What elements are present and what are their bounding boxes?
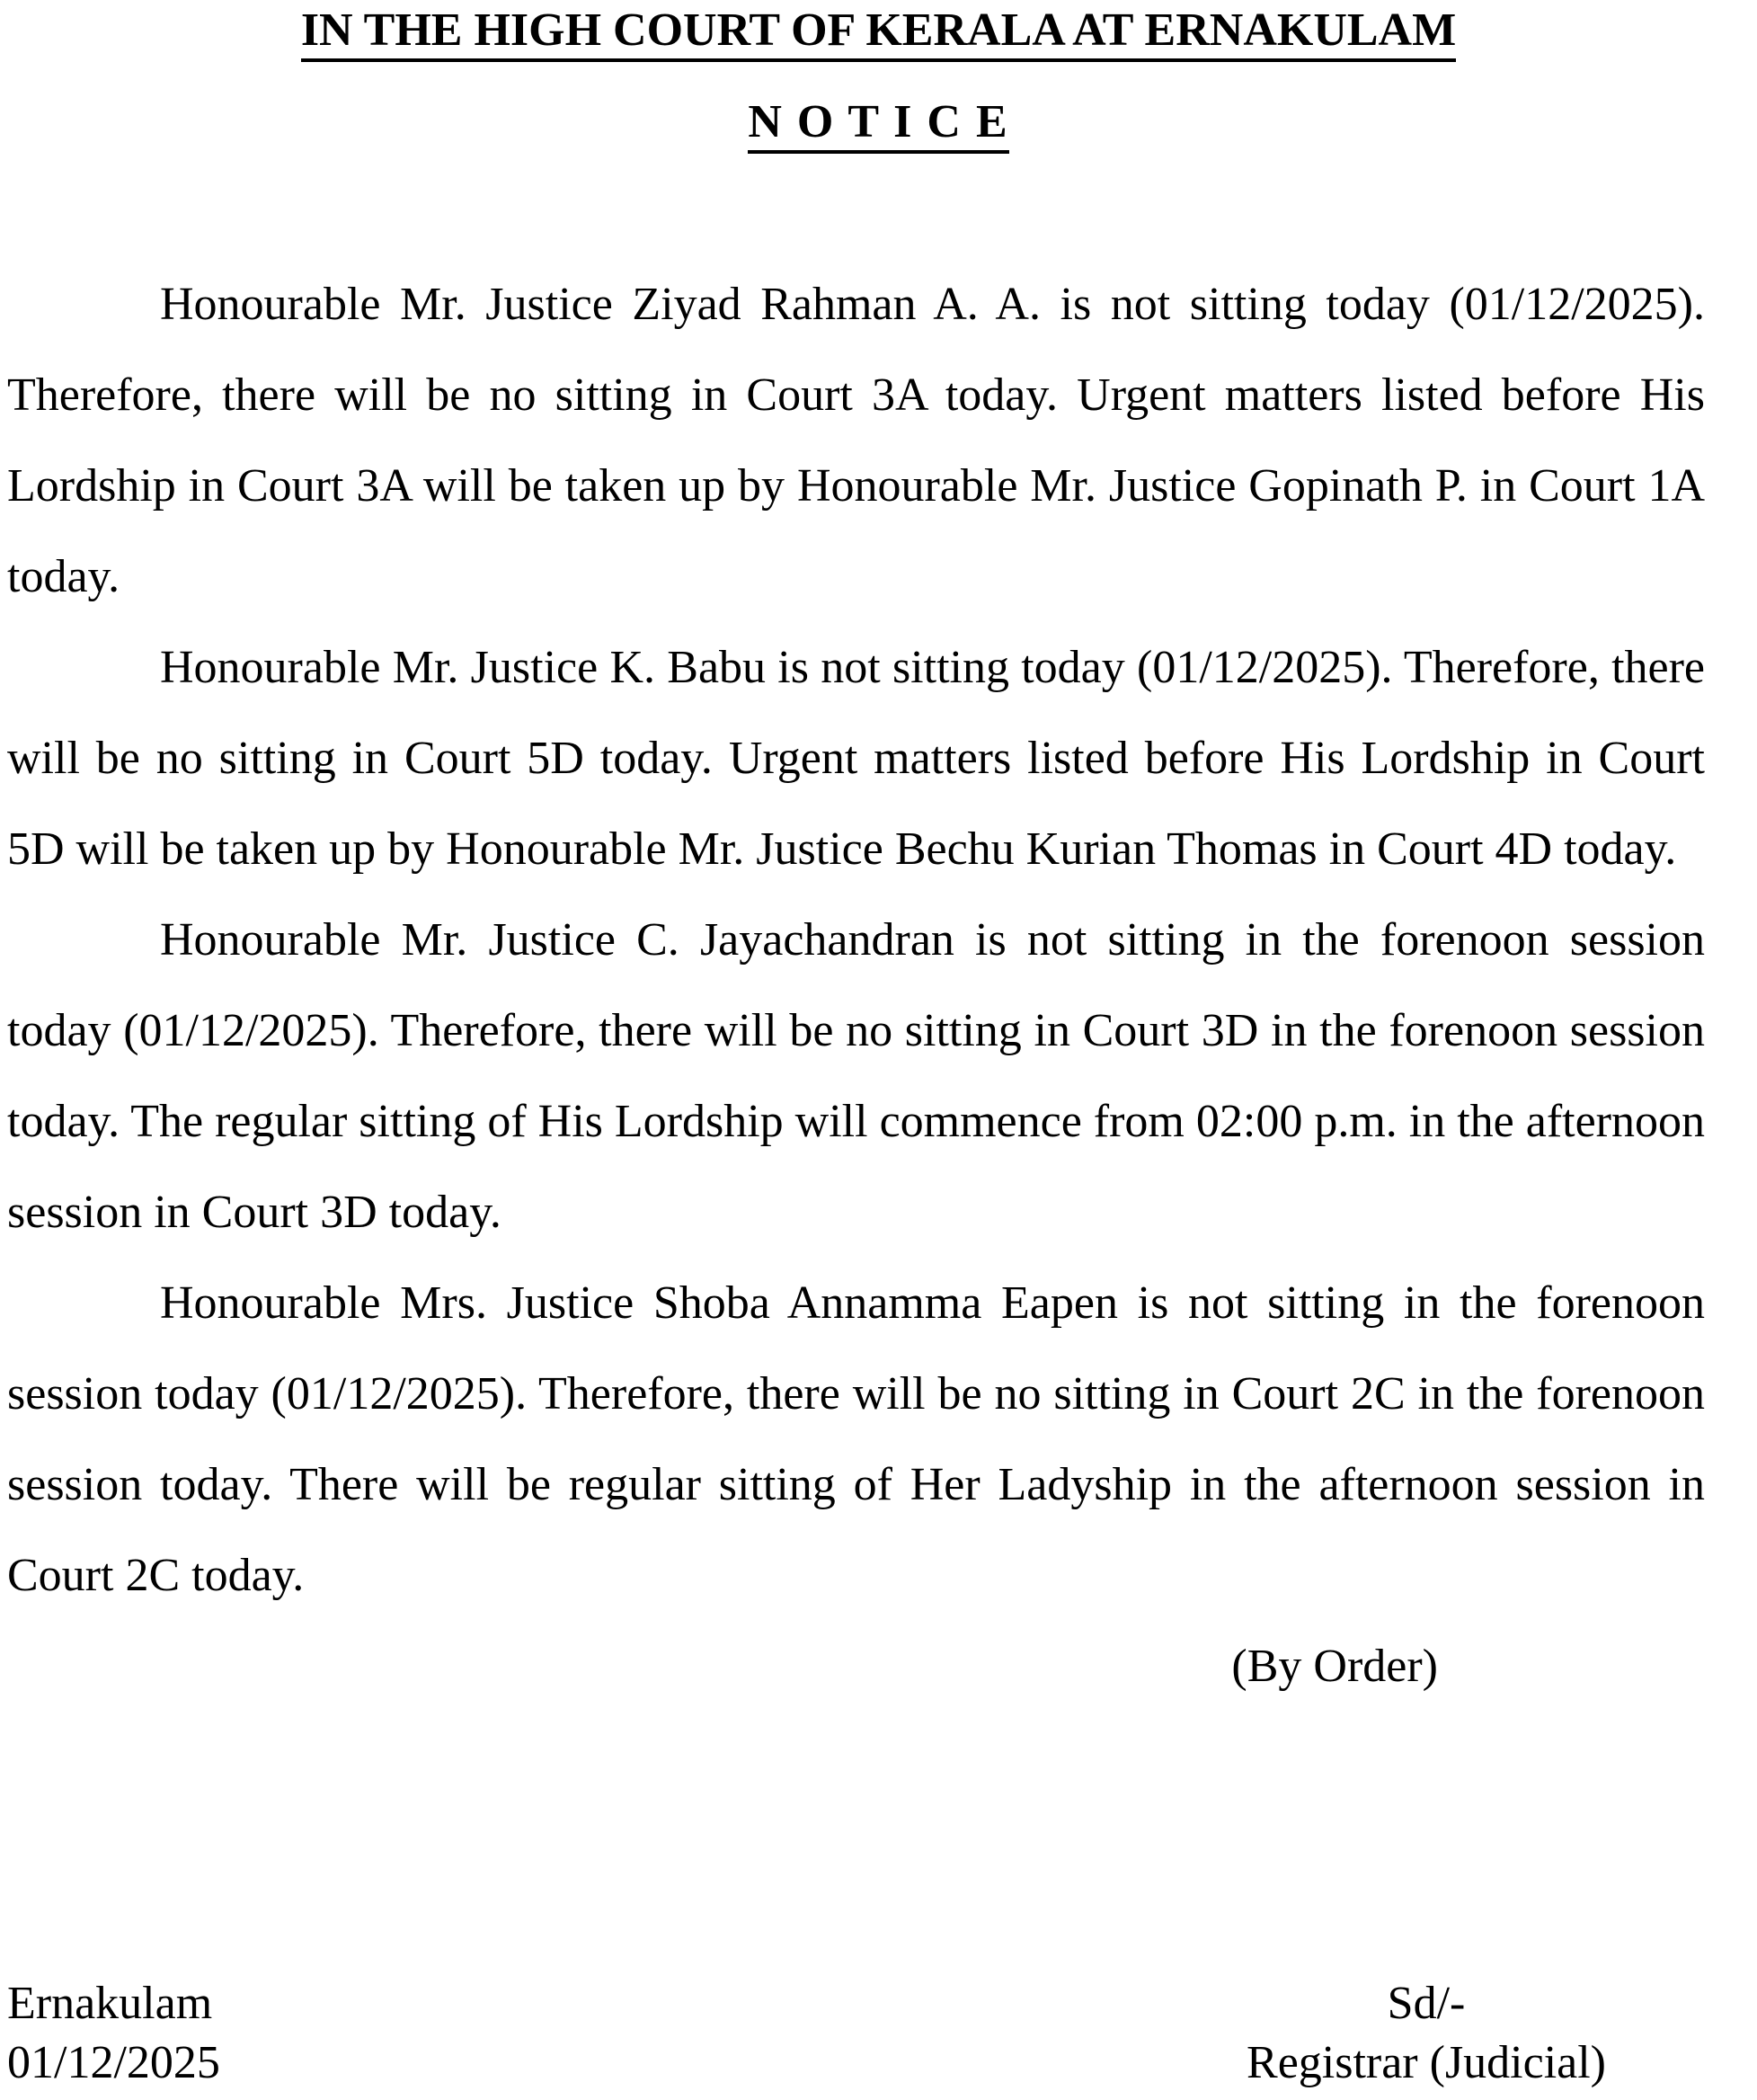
paragraph-justice-ziyad-rahman: Honourable Mr. Justice Ziyad Rahman A. A. is not sitting today (01/12/2025). Therefore, there will be no sitting in Court 3A today. Urgent matters listed before His Lordship in Court 3A will be taken up by Honourable Mr. Justice Gopinath P. in Court 1A today. — [7, 279, 1705, 602]
paragraph-justice-shoba-annamma-eapen: Honourable Mrs. Justice Shoba Annamma Eapen is not sitting in the forenoon session today (01/12/2025). Therefore, there will be no sitting in Court 2C in the forenoon session today. There will be regular sitting of Her Ladyship in the afternoon session in Court 2C today. — [7, 1277, 1705, 1601]
notice-body — [0, 259, 1757, 1712]
footer-place: Ernakulam — [7, 1978, 213, 2029]
footer-signature: Sd/- — [1387, 1978, 1466, 2029]
notice-heading-text: N O T I C E — [748, 96, 1008, 154]
paragraph-justice-c-jayachandran: Honourable Mr. Justice C. Jayachandran is not sitting in the forenoon session today (01/12/2025). Therefore, there will be no sitting in Court 3D in the forenoon session today. The regular sitting of His Lordship will commence from 02:00 p.m. in the afternoon session in Court 3D today. — [7, 914, 1705, 1238]
by-order-line: (By Order) — [1231, 1641, 1438, 1692]
paragraph-justice-k-babu: Honourable Mr. Justice K. Babu is not sitting today (01/12/2025). Therefore, there will be no sitting in Court 5D today. Urgent matters listed before His Lordship in Court 5D will be taken up by Honourable Mr. Justice Bechu Kurian Thomas in Court 4D today. — [7, 642, 1705, 875]
footer-signatory: Registrar (Judicial) — [1247, 2037, 1606, 2088]
document-title-text: IN THE HIGH COURT OF KERALA AT ERNAKULAM — [301, 4, 1456, 62]
footer-date: 01/12/2025 — [7, 2037, 220, 2088]
footer-place-date — [7, 1974, 220, 2093]
footer — [7, 1974, 1705, 2093]
footer-signature-block — [1247, 1974, 1606, 2093]
document-title — [0, 0, 1757, 58]
notice-heading — [0, 95, 1757, 149]
